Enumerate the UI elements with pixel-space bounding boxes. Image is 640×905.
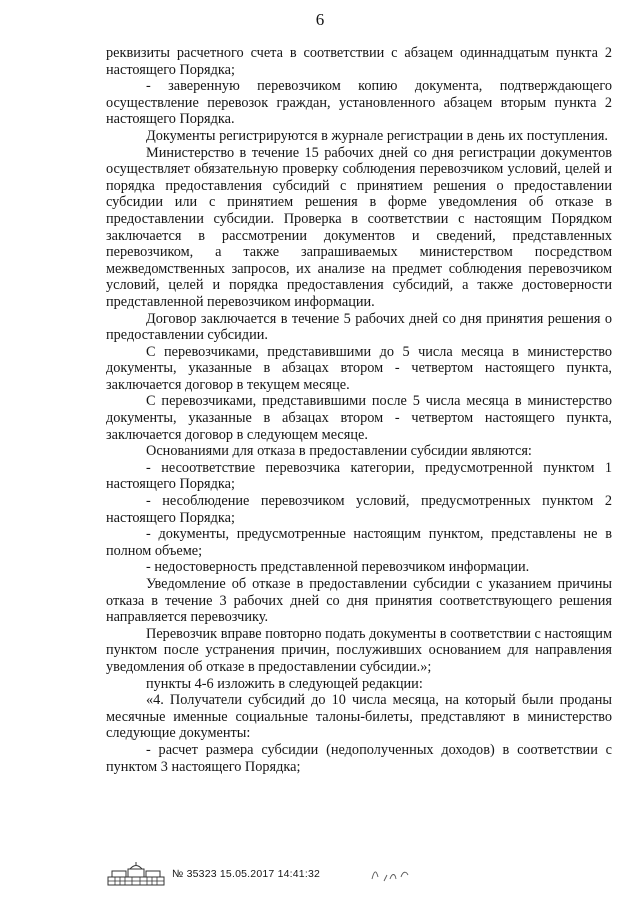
- paragraph: «4. Получатели субсидий до 10 числа месяца, на который были проданы месячные именные социальные талоны-билеты, представляют в министерство следующие документы:: [106, 692, 612, 742]
- paragraph: - расчет размера субсидии (недополученных доходов) в соответствии с пунктом 3 настоящего Порядка;: [106, 741, 612, 775]
- building-emblem-icon: [106, 861, 166, 887]
- paragraph: Министерство в течение 15 рабочих дней со дня регистрации документов осуществляет обязательную проверку соблюдения перевозчиком условий, целей и порядка предоставления субсидий с принятием решения о предоставлении субсидии или с принятием решения в форме уведомления об отказе в предоставлении субсидии. Проверка в соответствии с настоящим Порядком заключается в рассмотрении документов и сведений, представленных перевозчиком, а также запрашиваемых министерством посредством межведомственных запросов, их анализе на предмет соблюдения перевозчиком условий, целей и порядка предоставления субсидий, а также достоверности представленной перевозчиком информации.: [106, 144, 612, 310]
- paragraph: Перевозчик вправе повторно подать документы в соответствии с настоящим пунктом после устранения причин, послуживших основанием для направления уведомления об отказе в предоставлении субсидии.»;: [106, 625, 612, 675]
- paragraph: - документы, предусмотренные настоящим пунктом, представлены не в полном объеме;: [106, 526, 612, 559]
- paragraph: С перевозчиками, представившими до 5 числа месяца в министерство документы, указанные в абзацах втором - четвертом настоящего пункта, заключается договор в текущем месяце.: [106, 343, 612, 393]
- paragraph: Документы регистрируются в журнале регистрации в день их поступления.: [146, 127, 609, 144]
- page-number: 6: [315, 10, 325, 29]
- paragraph: реквизиты расчетного счета в соответствии с абзацем одиннадцатым пункта 2 настоящего Порядка;: [106, 45, 612, 78]
- paragraph: - несоблюдение перевозчиком условий, предусмотренных пунктом 2 настоящего Порядка;: [106, 493, 612, 526]
- paragraph: Основаниями для отказа в предоставлении субсидии являются:: [146, 443, 532, 460]
- document-body: [106, 45, 612, 775]
- registration-footer: [106, 861, 612, 889]
- paragraph: пункты 4-6 изложить в следующей редакции:: [146, 675, 423, 692]
- paragraph: С перевозчиками, представившими после 5 числа месяца в министерство документы, указанные в абзацах втором - четвертом настоящего пункта, заключается договор в следующем месяце.: [106, 393, 612, 443]
- paragraph: - заверенную перевозчиком копию документа, подтверждающего осуществление перевозок граждан, установленного абзацем вторым пункта 2 настоящего Порядка.: [106, 78, 612, 128]
- paragraph: Уведомление об отказе в предоставлении субсидии с указанием причины отказа в течение 3 рабочих дней со дня принятия соответствующего решения направляется перевозчику.: [106, 576, 612, 626]
- registration-stamp: № 35323 15.05.2017 14:41:32: [172, 868, 321, 880]
- paragraph: - недостоверность представленной перевозчиком информации.: [146, 559, 530, 576]
- paragraph: - несоответствие перевозчика категории, предусмотренной пунктом 1 настоящего Порядка;: [106, 459, 612, 493]
- handwritten-mark: [368, 861, 418, 887]
- paragraph: Договор заключается в течение 5 рабочих дней со дня принятия решения о предоставлении субсидии.: [106, 310, 612, 344]
